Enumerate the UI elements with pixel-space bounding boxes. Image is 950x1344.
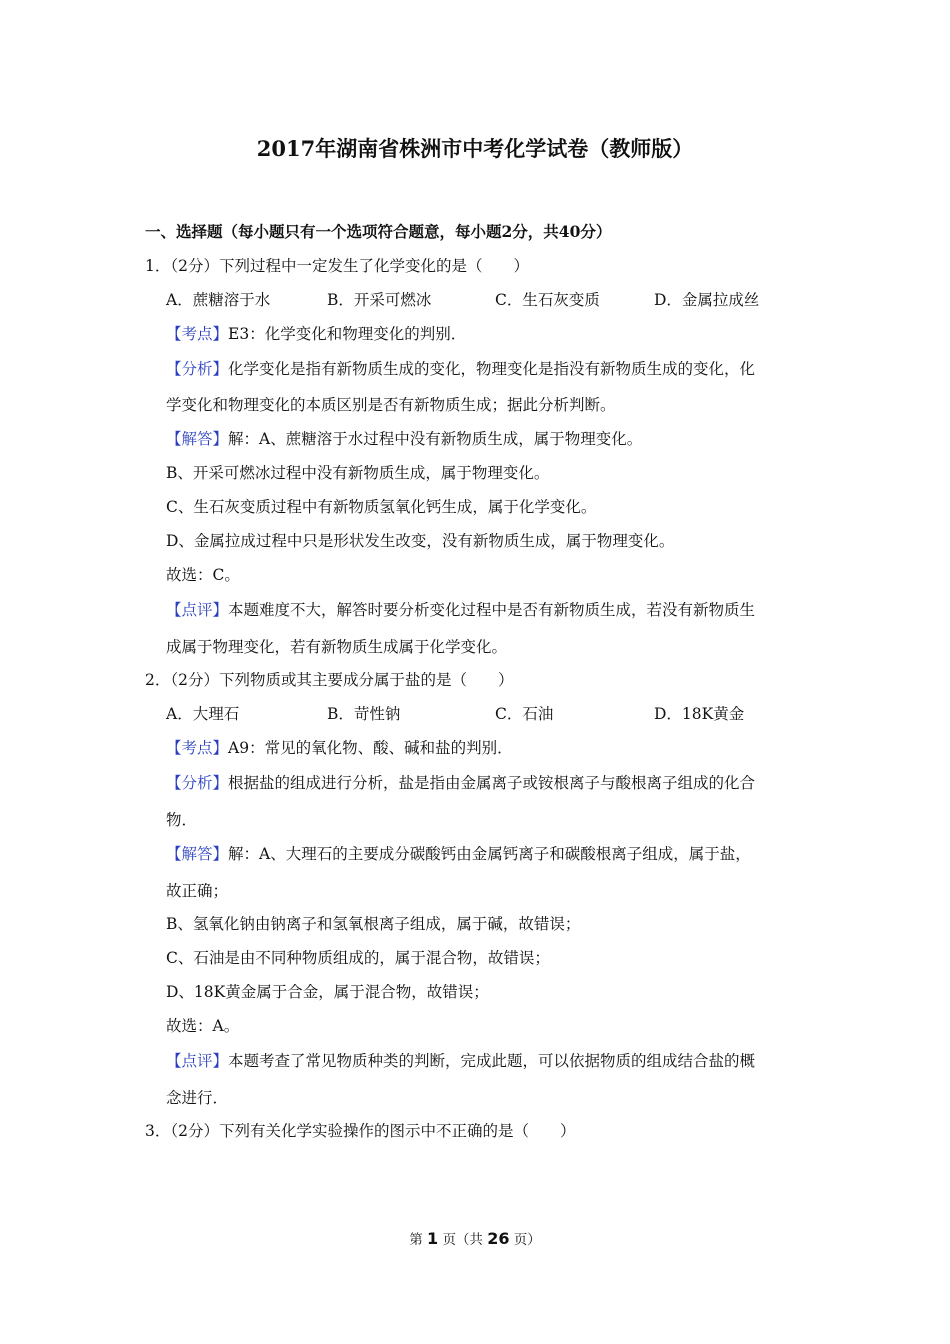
page-footer — [0, 1231, 950, 1248]
q2-jieda-line-1: 解：A、大理石的主要成分碳酸钙由金属钙离子和碳酸根离子组成，属于盐， — [228, 845, 751, 863]
q2-dianping — [166, 1054, 755, 1070]
q1-answer: 故选：C。 — [166, 566, 240, 584]
footer-middle: 页（共 — [442, 1232, 483, 1248]
q1-dianping-line-2: 成属于物理变化，若有新物质生成属于化学变化。 — [166, 638, 508, 656]
q2-fenxi-line-2: 物． — [166, 811, 198, 829]
q2-jieda-line-4: C、石油是由不同种物质组成的，属于混合物，故错误； — [166, 949, 550, 967]
dianping-tag: 【点评】 — [166, 1052, 229, 1070]
q1-jieda — [166, 432, 642, 448]
q2-option-b: B．苛性钠 — [327, 705, 401, 723]
q1-kaodian — [166, 327, 466, 343]
q1-jieda-line-4: D、金属拉成过程中只是形状发生改变，没有新物质生成，属于物理变化。 — [166, 532, 675, 550]
q1-jieda-line-2: B、开采可燃冰过程中没有新物质生成，属于物理变化。 — [166, 464, 550, 482]
q1-fenxi-line-1: 化学变化是指有新物质生成的变化，物理变化是指没有新物质生成的变化，化 — [228, 360, 756, 378]
q2-option-a: A．大理石 — [166, 705, 240, 723]
page-title: 2017年湖南省株洲市中考化学试卷（教师版） — [256, 136, 694, 161]
q2-dianping-line-1: 本题考查了常见物质种类的判断，完成此题，可以依据物质的组成结合盐的概 — [228, 1052, 756, 1070]
q2-jieda — [166, 847, 751, 863]
q2-fenxi-line-1: 根据盐的组成进行分析，盐是指由金属离子或铵根离子与酸根离子组成的化合 — [228, 774, 756, 792]
footer-total-pages: 26 — [487, 1229, 510, 1248]
q1-jieda-line-1: 解：A、蔗糖溶于水过程中没有新物质生成，属于物理变化。 — [228, 430, 643, 448]
footer-prefix: 第 — [409, 1232, 423, 1248]
q1-option-b: B．开采可燃冰 — [327, 291, 432, 309]
q1-option-a: A．蔗糖溶于水 — [166, 291, 271, 309]
q2-jieda-line-3: B、氢氧化钠由钠离子和氢氧根离子组成，属于碱，故错误； — [166, 915, 581, 933]
jieda-tag: 【解答】 — [166, 845, 229, 863]
q1-dianping-line-1: 本题难度不大，解答时要分析变化过程中是否有新物质生成，若没有新物质生 — [228, 601, 756, 619]
footer-page-number: 1 — [427, 1229, 439, 1248]
q2-option-c: C．石油 — [495, 705, 554, 723]
q2-option-d: D．18K黄金 — [654, 705, 745, 723]
q1-fenxi — [166, 362, 755, 378]
q1-jieda-line-3: C、生石灰变质过程中有新物质氢氧化钙生成，属于化学变化。 — [166, 498, 597, 516]
q2-jieda-line-2: 故正确； — [166, 882, 229, 900]
q2-kaodian — [166, 741, 513, 757]
q1-dianping — [166, 603, 755, 619]
question-3-stem: 3．（2分）下列有关化学实验操作的图示中不正确的是（ ） — [145, 1122, 576, 1140]
q1-option-d: D．金属拉成丝 — [654, 291, 760, 309]
section-heading: 一、选择题（每小题只有一个选项符合题意，每小题2分，共40分） — [145, 222, 612, 241]
q2-fenxi — [166, 776, 755, 792]
fenxi-tag: 【分析】 — [166, 774, 229, 792]
question-2-stem: 2．（2分）下列物质或其主要成分属于盐的是（ ） — [145, 671, 514, 689]
kaodian-tag: 【考点】 — [166, 325, 229, 343]
kaodian-tag: 【考点】 — [166, 739, 229, 757]
q2-kaodian-text: A9：常见的氧化物、酸、碱和盐的判别． — [228, 739, 513, 757]
jieda-tag: 【解答】 — [166, 430, 229, 448]
q2-answer: 故选：A。 — [166, 1017, 240, 1035]
dianping-tag: 【点评】 — [166, 601, 229, 619]
q2-dianping-line-2: 念进行． — [166, 1089, 229, 1107]
question-1-stem: 1．（2分）下列过程中一定发生了化学变化的是（ ） — [145, 257, 529, 275]
q2-jieda-line-5: D、18K黄金属于合金，属于混合物，故错误； — [166, 983, 489, 1001]
q1-option-c: C．生石灰变质 — [495, 291, 600, 309]
q1-kaodian-text: E3：化学变化和物理变化的判别． — [228, 325, 467, 343]
q1-fenxi-line-2: 学变化和物理变化的本质区别是否有新物质生成；据此分析判断。 — [166, 396, 616, 414]
footer-suffix: 页） — [513, 1232, 541, 1248]
fenxi-tag: 【分析】 — [166, 360, 229, 378]
